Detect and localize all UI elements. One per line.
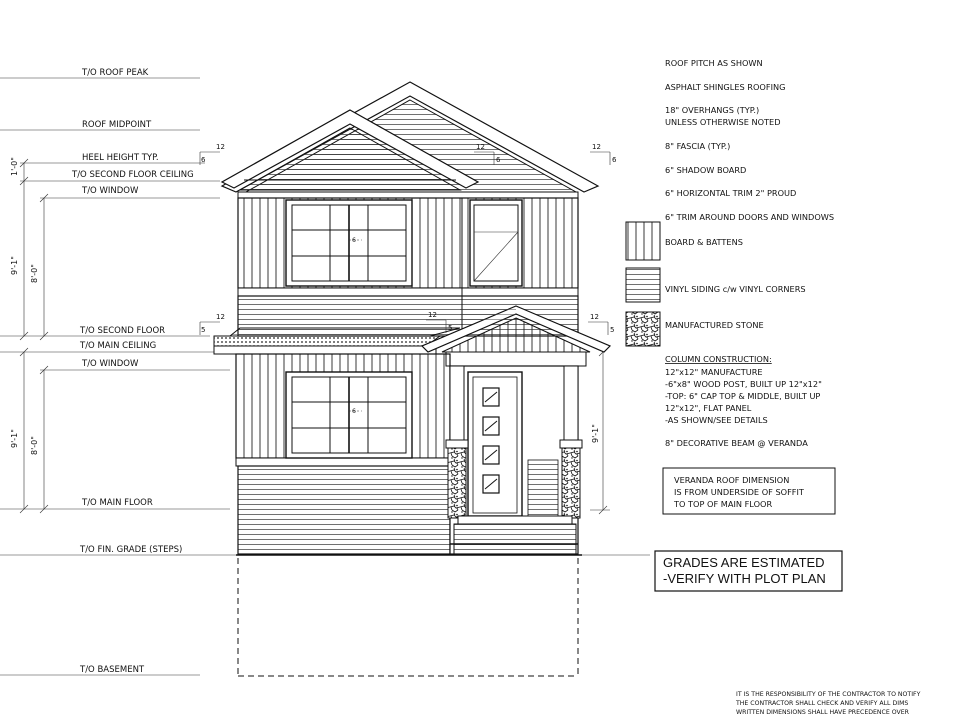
column-construction-title: COLUMN CONSTRUCTION:	[665, 354, 772, 364]
disclaimer-line-2: THE CONTRACTOR SHALL CHECK AND VERIFY ALL DIMS	[736, 700, 909, 707]
veranda-note-line-1: VERANDA ROOF DIMENSION	[674, 475, 790, 485]
disclaimer-line-3: WRITTEN DIMENSIONS SHALL HAVE PRECEDENCE OVER	[736, 709, 909, 716]
column-construction-notes	[665, 354, 822, 448]
note-overhangs: 18" OVERHANGS (TYP.)	[665, 105, 760, 115]
legend-label-vinyl: VINYL SIDING c/w VINYL CORNERS	[665, 284, 806, 294]
legend-swatch-vinyl	[626, 268, 660, 302]
window-tag-upper: 6	[352, 237, 356, 244]
level-label-second-ceiling: T/O SECOND FLOOR CEILING	[72, 170, 194, 180]
column-line-3: -TOP: 6" CAP TOP & MIDDLE, BUILT UP	[665, 391, 821, 401]
note-roof-pitch: ROOF PITCH AS SHOWN	[665, 58, 763, 68]
level-labels	[71, 68, 194, 675]
pitch-rise-6: 5	[610, 326, 615, 334]
upper-window-left	[286, 200, 412, 286]
legend-label-board-batten: BOARD & BATTENS	[665, 237, 743, 247]
front-door	[468, 372, 522, 516]
legend-swatch-board-batten	[626, 222, 660, 260]
pitch-rise-5: 5	[448, 324, 453, 332]
dim-veranda: 9'-1"	[591, 424, 600, 443]
pitch-run-5: 12	[428, 311, 437, 319]
column-line-1: 12"x12" MANUFACTURE	[665, 367, 763, 377]
front-steps	[450, 516, 578, 554]
grades-note-line-2: -VERIFY WITH PLOT PLAN	[663, 571, 826, 586]
pitch-run-4: 12	[216, 313, 225, 321]
window-tag-main: 6	[352, 408, 356, 415]
legend-swatch-stone	[626, 312, 660, 346]
grades-note-box	[655, 551, 842, 591]
pitch-rise-4: 5	[201, 326, 206, 334]
house-elevation	[200, 82, 617, 676]
pitch-rise-1: 6	[201, 156, 206, 164]
dim-main-window: 8'-0"	[30, 436, 39, 455]
note-horizontal-trim: 6" HORIZONTAL TRIM 2" PROUD	[665, 188, 797, 198]
pitch-run-6: 12	[590, 313, 599, 321]
pitch-run-2: 12	[476, 143, 485, 151]
veranda-note-line-3: TO TOP OF MAIN FLOOR	[674, 499, 773, 509]
note-overhangs-2: UNLESS OTHERWISE NOTED	[665, 117, 781, 127]
veranda-note-line-2: IS FROM UNDERSIDE OF SOFFIT	[674, 487, 804, 497]
level-label-main-floor: T/O MAIN FLOOR	[82, 498, 153, 508]
pitch-run-1: 12	[216, 143, 225, 151]
dim-main-total: 9'-1"	[10, 429, 19, 448]
level-label-second-floor: T/O SECOND FLOOR	[80, 326, 166, 336]
column-line-2: -6"x8" WOOD POST, BUILT UP 12"x12"	[665, 379, 822, 389]
note-shingles: ASPHALT SHINGLES ROOFING	[665, 82, 786, 92]
dim-upper-window: 8'-0"	[30, 264, 39, 283]
dim-upper-total: 9'-1"	[10, 256, 19, 275]
level-label-main-ceiling: T/O MAIN CEILING	[80, 341, 157, 351]
grades-note-line-1: GRADES ARE ESTIMATED	[663, 555, 825, 570]
contractor-disclaimer	[735, 691, 921, 716]
level-label-grade: T/O FIN. GRADE (STEPS)	[80, 545, 183, 555]
general-notes	[665, 58, 834, 222]
note-trim-around: 6" TRIM AROUND DOORS AND WINDOWS	[665, 212, 835, 222]
column-line-4: 12"x12", FLAT PANEL	[665, 403, 752, 413]
beam-note: 8" DECORATIVE BEAM @ VERANDA	[665, 438, 808, 448]
dim-heel: 1'-0"	[10, 157, 19, 176]
basement-foundation	[236, 555, 582, 676]
main-window	[286, 372, 412, 458]
disclaimer-line-1: IT IS THE RESPONSIBILITY OF THE CONTRACTOR TO NOTIFY	[736, 691, 921, 698]
legend-label-stone: MANUFACTURED STONE	[665, 320, 764, 330]
level-label-basement: T/O BASEMENT	[80, 665, 145, 675]
pitch-run-3: 12	[592, 143, 601, 151]
material-legend	[626, 222, 806, 346]
level-label-lower-window: T/O WINDOW	[82, 359, 139, 369]
pitch-rise-2: 6	[496, 156, 501, 164]
veranda-note-box	[663, 468, 835, 514]
level-label-roof-peak: T/O ROOF PEAK	[82, 68, 149, 78]
column-line-5: -AS SHOWN/SEE DETAILS	[665, 415, 768, 425]
level-label-roof-midpoint: ROOF MIDPOINT	[82, 120, 152, 130]
level-label-upper-window: T/O WINDOW	[82, 186, 139, 196]
note-shadow-board: 6" SHADOW BOARD	[665, 165, 747, 175]
pitch-rise-3: 6	[612, 156, 617, 164]
upper-window-right	[470, 200, 522, 286]
level-label-heel-height: HEEL HEIGHT TYP.	[82, 153, 159, 163]
note-fascia: 8" FASCIA (TYP.)	[665, 141, 731, 151]
